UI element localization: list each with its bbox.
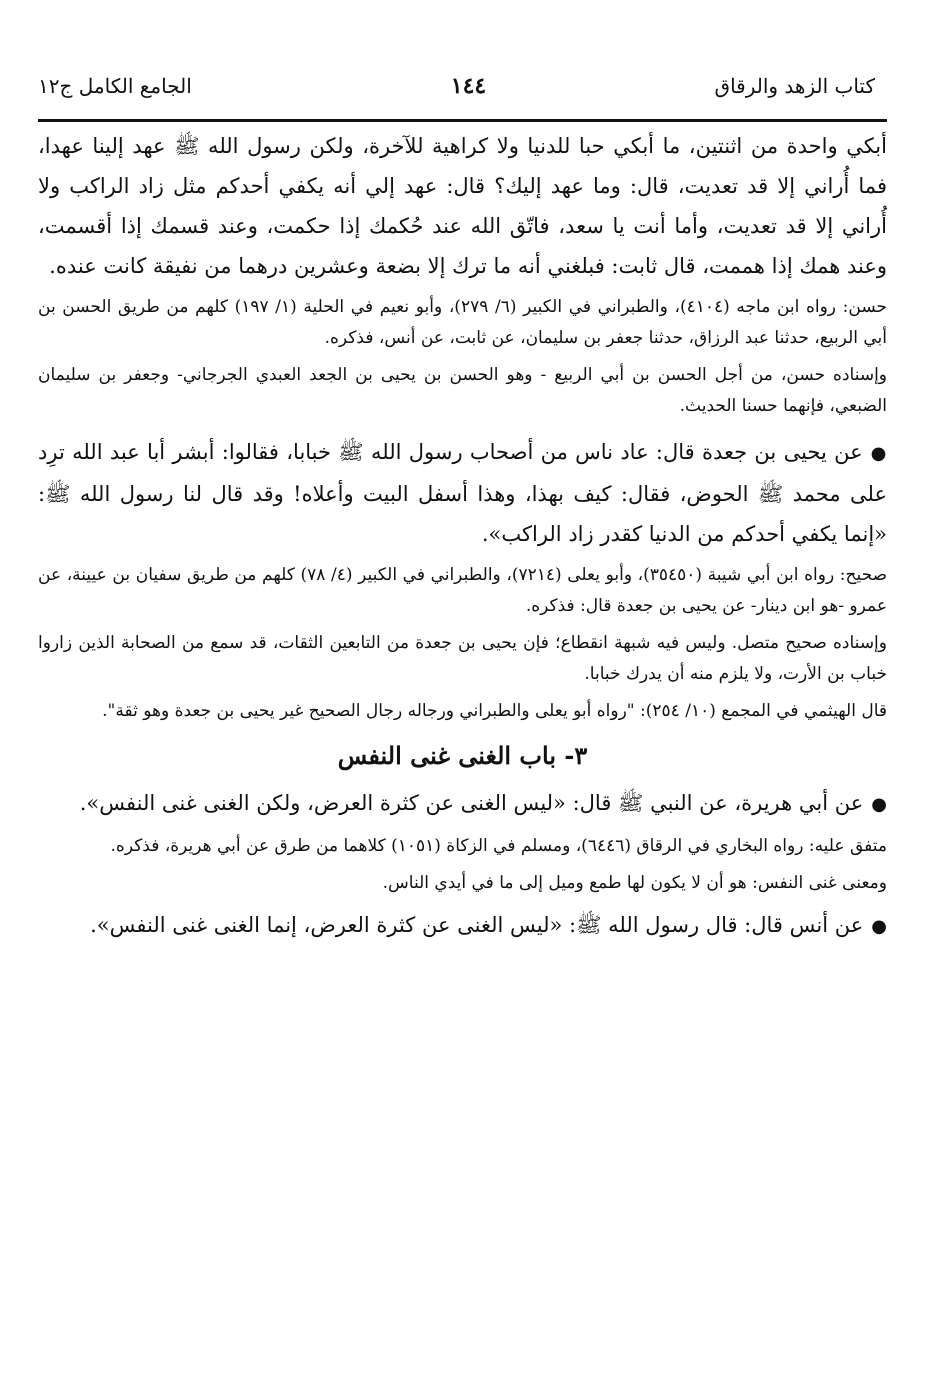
hadith-text: عن يحيى بن جعدة قال: عاد ناس من أصحاب رسول الله ﷺ خبابا، فقالوا: أبشر أبا عبد الله ترِد على محمد ﷺ الحوض، فقال: كيف بهذا، وهذا أسفل البيت وأعلاه! وقد قال لنا رسول الله ﷺ: «إنما يكفي أحدكم من الدنيا كقدر زاد الراكب».	[38, 440, 887, 546]
chapter-heading: ٣- باب الغنى غنى النفس	[337, 741, 588, 770]
explanation-note: ومعنى غنى النفس: هو أن لا يكون لها طمع وميل إلى ما في أيدي الناس.	[382, 873, 887, 893]
isnad-grading-note: وإسناده صحيح متصل. وليس فيه شبهة انقطاع؛ فإن يحيى بن جعدة من التابعين الثقات، قد سمع من الصحابة الذين زاروا خباب بن الأرت، ولا يلزم منه أن يدرك خبابا.	[38, 633, 887, 684]
header-rule	[38, 119, 887, 122]
hadith-paragraph	[38, 905, 887, 947]
running-header-volume: الجامع الكامل ج١٢	[38, 74, 192, 98]
takhrij-note: متفق عليه: رواه البخاري في الرقاق (٦٤٤٦)، ومسلم في الزكاة (١٠٥١) كلاهما من طرق عن أبي هريرة، فذكره.	[110, 836, 887, 856]
bullet-icon: ●	[871, 794, 887, 815]
hadith-paragraph	[38, 432, 887, 554]
bullet-icon: ●	[870, 443, 887, 464]
page-body	[38, 126, 887, 947]
hadith-text: عن أبي هريرة، عن النبي ﷺ قال: «ليس الغنى عن كثرة العرض، ولكن الغنى غنى النفس».	[79, 791, 864, 815]
hadith-paragraph	[38, 783, 887, 825]
takhrij-note: حسن: رواه ابن ماجه (٤١٠٤)، والطبراني في الكبير (٦/ ٢٧٩)، وأبو نعيم في الحلية (١/ ١٩٧) كلهم من طريق الحسن بن أبي الربيع، حدثنا عبد الرزاق، حدثنا جعفر بن سليمان، عن ثابت، عن أنس، فذكره.	[38, 297, 887, 348]
page-number: ١٤٤	[450, 73, 487, 99]
hadith-text-continued: أبكي واحدة من اثنتين، ما أبكي حبا للدنيا ولا كراهية للآخرة، ولكن رسول الله ﷺ عهد إلينا عهدا، فما أُراني إلا قد تعديت، قال: وما عهد إليك؟ قال: عهد إلي أنه يكفي أحدكم مثل زاد الراكب ولا أُراني إلا قد تعديت، وأما أنت يا سعد، فاتّق الله عند حُكمك إذا حكمت، وعند قسمك إذا أقسمت، وعند همك إذا هممت، قال ثابت: فبلغني أنه ما ترك إلا بضعة وعشرين درهما من نفيقة كانت عنده.	[38, 134, 887, 278]
takhrij-note: صحيح: رواه ابن أبي شيبة (٣٥٤٥٠)، وأبو يعلى (٧٢١٤)، والطبراني في الكبير (٤/ ٧٨) كلهم من طريق سفيان بن عيينة، عن عمرو -هو ابن دينار- عن يحيى بن جعدة قال: فذكره.	[38, 565, 888, 616]
haythami-quote-note: قال الهيثمي في المجمع (١٠/ ٢٥٤): "رواه أبو يعلى والطبراني ورجاله رجال الصحيح غير يحيى بن جعدة وهو ثقة".	[102, 701, 887, 721]
hadith-text: عن أنس قال: قال رسول الله ﷺ: «ليس الغنى عن كثرة العرض، إنما الغنى غنى النفس».	[90, 913, 864, 937]
isnad-grading-note: وإسناده حسن، من أجل الحسن بن أبي الربيع - وهو الحسن بن يحيى بن الجعد العبدي الجرجاني- وجعفر بن سليمان الضبعي، فإنهما حسنا الحديث.	[38, 365, 887, 416]
running-header-book-title: كتاب الزهد والرقاق	[714, 74, 875, 98]
bullet-icon: ●	[871, 916, 887, 937]
